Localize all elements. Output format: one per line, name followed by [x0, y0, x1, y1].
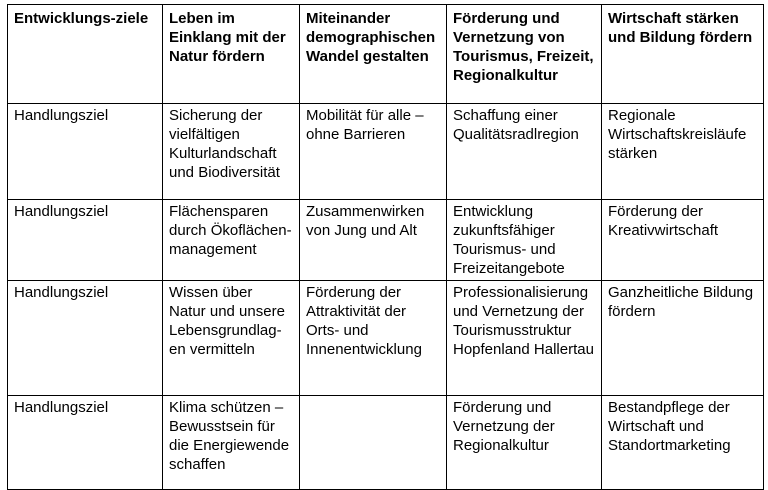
table-header-row [8, 5, 764, 104]
table-cell: Klima schützen – Bewusstsein für die Energiewende schaffen [163, 396, 300, 490]
table-row [8, 396, 764, 490]
table-cell: Förderung der Attraktivität der Orts- und Innenentwicklung [300, 281, 447, 396]
table-cell: Handlungsziel [8, 396, 163, 490]
table-cell: Mobilität für alle – ohne Barrieren [300, 104, 447, 200]
development-goals-table [7, 4, 764, 490]
table-cell: Zusammenwirken von Jung und Alt [300, 200, 447, 281]
header-economy-education: Wirtschaft stärken und Bildung fördern [602, 5, 764, 104]
table-cell: Entwicklung zukunftsfähiger Tourismus- und Freizeitangebote [447, 200, 602, 281]
header-demographic-change: Miteinander demographischen Wandel gestalten [300, 5, 447, 104]
header-tourism-culture: Förderung und Vernetzung von Tourismus, Freizeit, Regionalkultur [447, 5, 602, 104]
table-row [8, 281, 764, 396]
header-nature: Leben im Einklang mit der Natur fördern [163, 5, 300, 104]
table-cell: Sicherung der vielfältigen Kulturlandschaft und Biodiversität [163, 104, 300, 200]
table-cell: Ganzheitliche Bildung fördern [602, 281, 764, 396]
table-row [8, 200, 764, 281]
table-cell: Förderung und Vernetzung der Regionalkultur [447, 396, 602, 490]
table-cell: Regionale Wirtschaftskreisläufe stärken [602, 104, 764, 200]
table-cell: Wissen über Natur und unsere Lebensgrundlagen vermitteln [163, 281, 300, 396]
table-row [8, 104, 764, 200]
table-cell: Förderung der Kreativwirtschaft [602, 200, 764, 281]
table-cell: Professionalisierung und Vernetzung der Tourismusstruktur Hopfenland Hallertau [447, 281, 602, 396]
table-cell: Handlungsziel [8, 200, 163, 281]
table-cell: Flächensparen durch Ökoflächen-management [163, 200, 300, 281]
table-cell: Schaffung einer Qualitätsradlregion [447, 104, 602, 200]
header-development-goals: Entwicklungs-ziele [8, 5, 163, 104]
table-cell: Handlungsziel [8, 104, 163, 200]
table-cell: Bestandpflege der Wirtschaft und Standortmarketing [602, 396, 764, 490]
table-cell-empty [300, 396, 447, 490]
table-cell: Handlungsziel [8, 281, 163, 396]
